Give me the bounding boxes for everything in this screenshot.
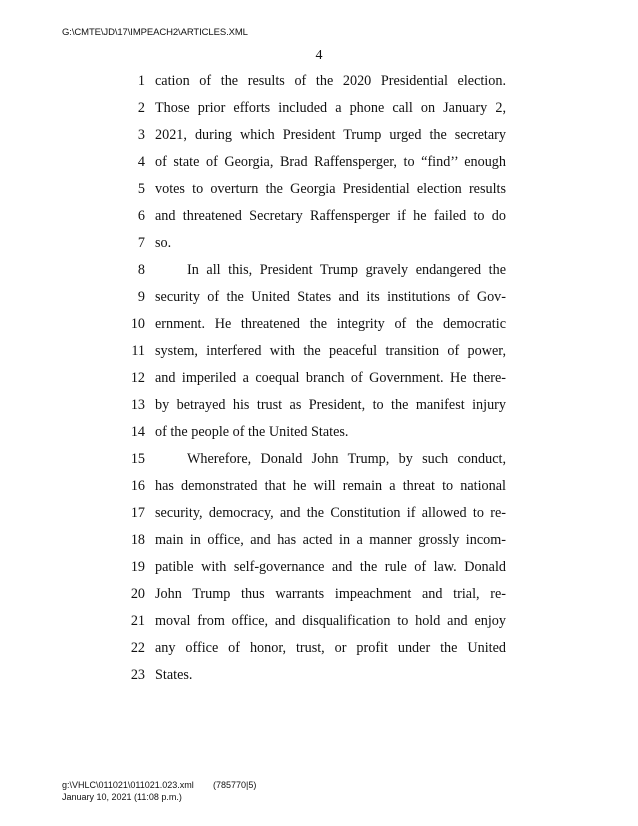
- line-number: 1: [137, 73, 145, 89]
- document-line: [0, 288, 638, 315]
- line-number: 16: [130, 478, 145, 494]
- document-line: [0, 207, 638, 234]
- footer-date: January 10, 2021 (11:08 p.m.): [62, 792, 182, 802]
- line-text: States.: [155, 667, 193, 683]
- line-number: 6: [137, 208, 145, 224]
- footer-file-path: g:\VHLC\011021\011021.023.xml: [62, 780, 194, 790]
- line-number: 17: [130, 505, 145, 521]
- document-line: [0, 666, 638, 693]
- line-number: 14: [130, 424, 145, 440]
- document-line: [0, 477, 638, 504]
- document-line: [0, 369, 638, 396]
- line-number: 9: [137, 289, 145, 305]
- line-text: and threatened Secretary Raffensperger if he failed to do: [155, 208, 506, 224]
- document-line: [0, 558, 638, 585]
- line-text: system, interfered with the peaceful transition of power,: [155, 343, 506, 359]
- line-text: moval from office, and disqualification to hold and enjoy: [155, 613, 506, 629]
- line-text: cation of the results of the 2020 Presidential election.: [155, 73, 506, 89]
- line-text: John Trump thus warrants impeachment and trial, re-: [155, 586, 506, 602]
- line-text: In all this, President Trump gravely endangered the: [187, 262, 506, 278]
- document-footer: [62, 779, 256, 803]
- line-text: security, democracy, and the Constitution if allowed to re-: [155, 505, 506, 521]
- line-number: 7: [137, 235, 145, 251]
- document-line: [0, 315, 638, 342]
- line-text: so.: [155, 235, 172, 251]
- line-number: 19: [130, 559, 145, 575]
- line-number: 2: [137, 100, 145, 116]
- line-text: Wherefore, Donald John Trump, by such conduct,: [187, 451, 506, 467]
- line-number: 23: [130, 667, 145, 683]
- line-number: 12: [130, 370, 145, 386]
- line-number: 11: [131, 343, 145, 359]
- document-line: [0, 99, 638, 126]
- line-number: 4: [137, 154, 145, 170]
- line-number: 21: [130, 613, 145, 629]
- document-line: [0, 261, 638, 288]
- line-text: 2021, during which President Trump urged the secretary: [155, 127, 506, 143]
- document-line: [0, 234, 638, 261]
- line-number: 10: [130, 316, 145, 332]
- line-text: by betrayed his trust as President, to the manifest injury: [155, 397, 506, 413]
- document-line: [0, 396, 638, 423]
- file-path-header: G:\CMTE\JD\17\IMPEACH2\ARTICLES.XML: [62, 27, 248, 38]
- line-text: and imperiled a coequal branch of Government. He there-: [155, 370, 506, 386]
- document-line: [0, 612, 638, 639]
- line-text: security of the United States and its institutions of Gov-: [155, 289, 506, 305]
- line-text: votes to overturn the Georgia Presidential election results: [155, 181, 506, 197]
- line-text: ernment. He threatened the integrity of the democratic: [155, 316, 506, 332]
- page-number: 4: [315, 48, 323, 63]
- line-number: 5: [137, 181, 145, 197]
- document-line: [0, 531, 638, 558]
- line-number: 13: [130, 397, 145, 413]
- line-text: of the people of the United States.: [155, 424, 349, 440]
- line-text: has demonstrated that he will remain a threat to national: [155, 478, 506, 494]
- footer-code: (785770|5): [213, 780, 257, 790]
- line-text: main in office, and has acted in a manner grossly incom-: [155, 532, 506, 548]
- document-line: [0, 342, 638, 369]
- line-text: of state of Georgia, Brad Raffensperger, to “find’’ enough: [155, 154, 506, 170]
- line-text: any office of honor, trust, or profit under the United: [155, 640, 506, 656]
- document-line: [0, 423, 638, 450]
- line-text: Those prior efforts included a phone call on January 2,: [155, 100, 506, 116]
- document-line: [0, 153, 638, 180]
- document-line: [0, 504, 638, 531]
- document-line: [0, 72, 638, 99]
- document-line: [0, 180, 638, 207]
- line-number: 3: [137, 127, 145, 143]
- line-number: 15: [130, 451, 145, 467]
- line-number: 8: [137, 262, 145, 278]
- document-line: [0, 450, 638, 477]
- line-number: 18: [130, 532, 145, 548]
- line-text: patible with self-governance and the rule of law. Donald: [155, 559, 506, 575]
- line-number: 20: [130, 586, 145, 602]
- document-line: [0, 639, 638, 666]
- line-number: 22: [130, 640, 145, 656]
- document-line: [0, 126, 638, 153]
- document-line: [0, 585, 638, 612]
